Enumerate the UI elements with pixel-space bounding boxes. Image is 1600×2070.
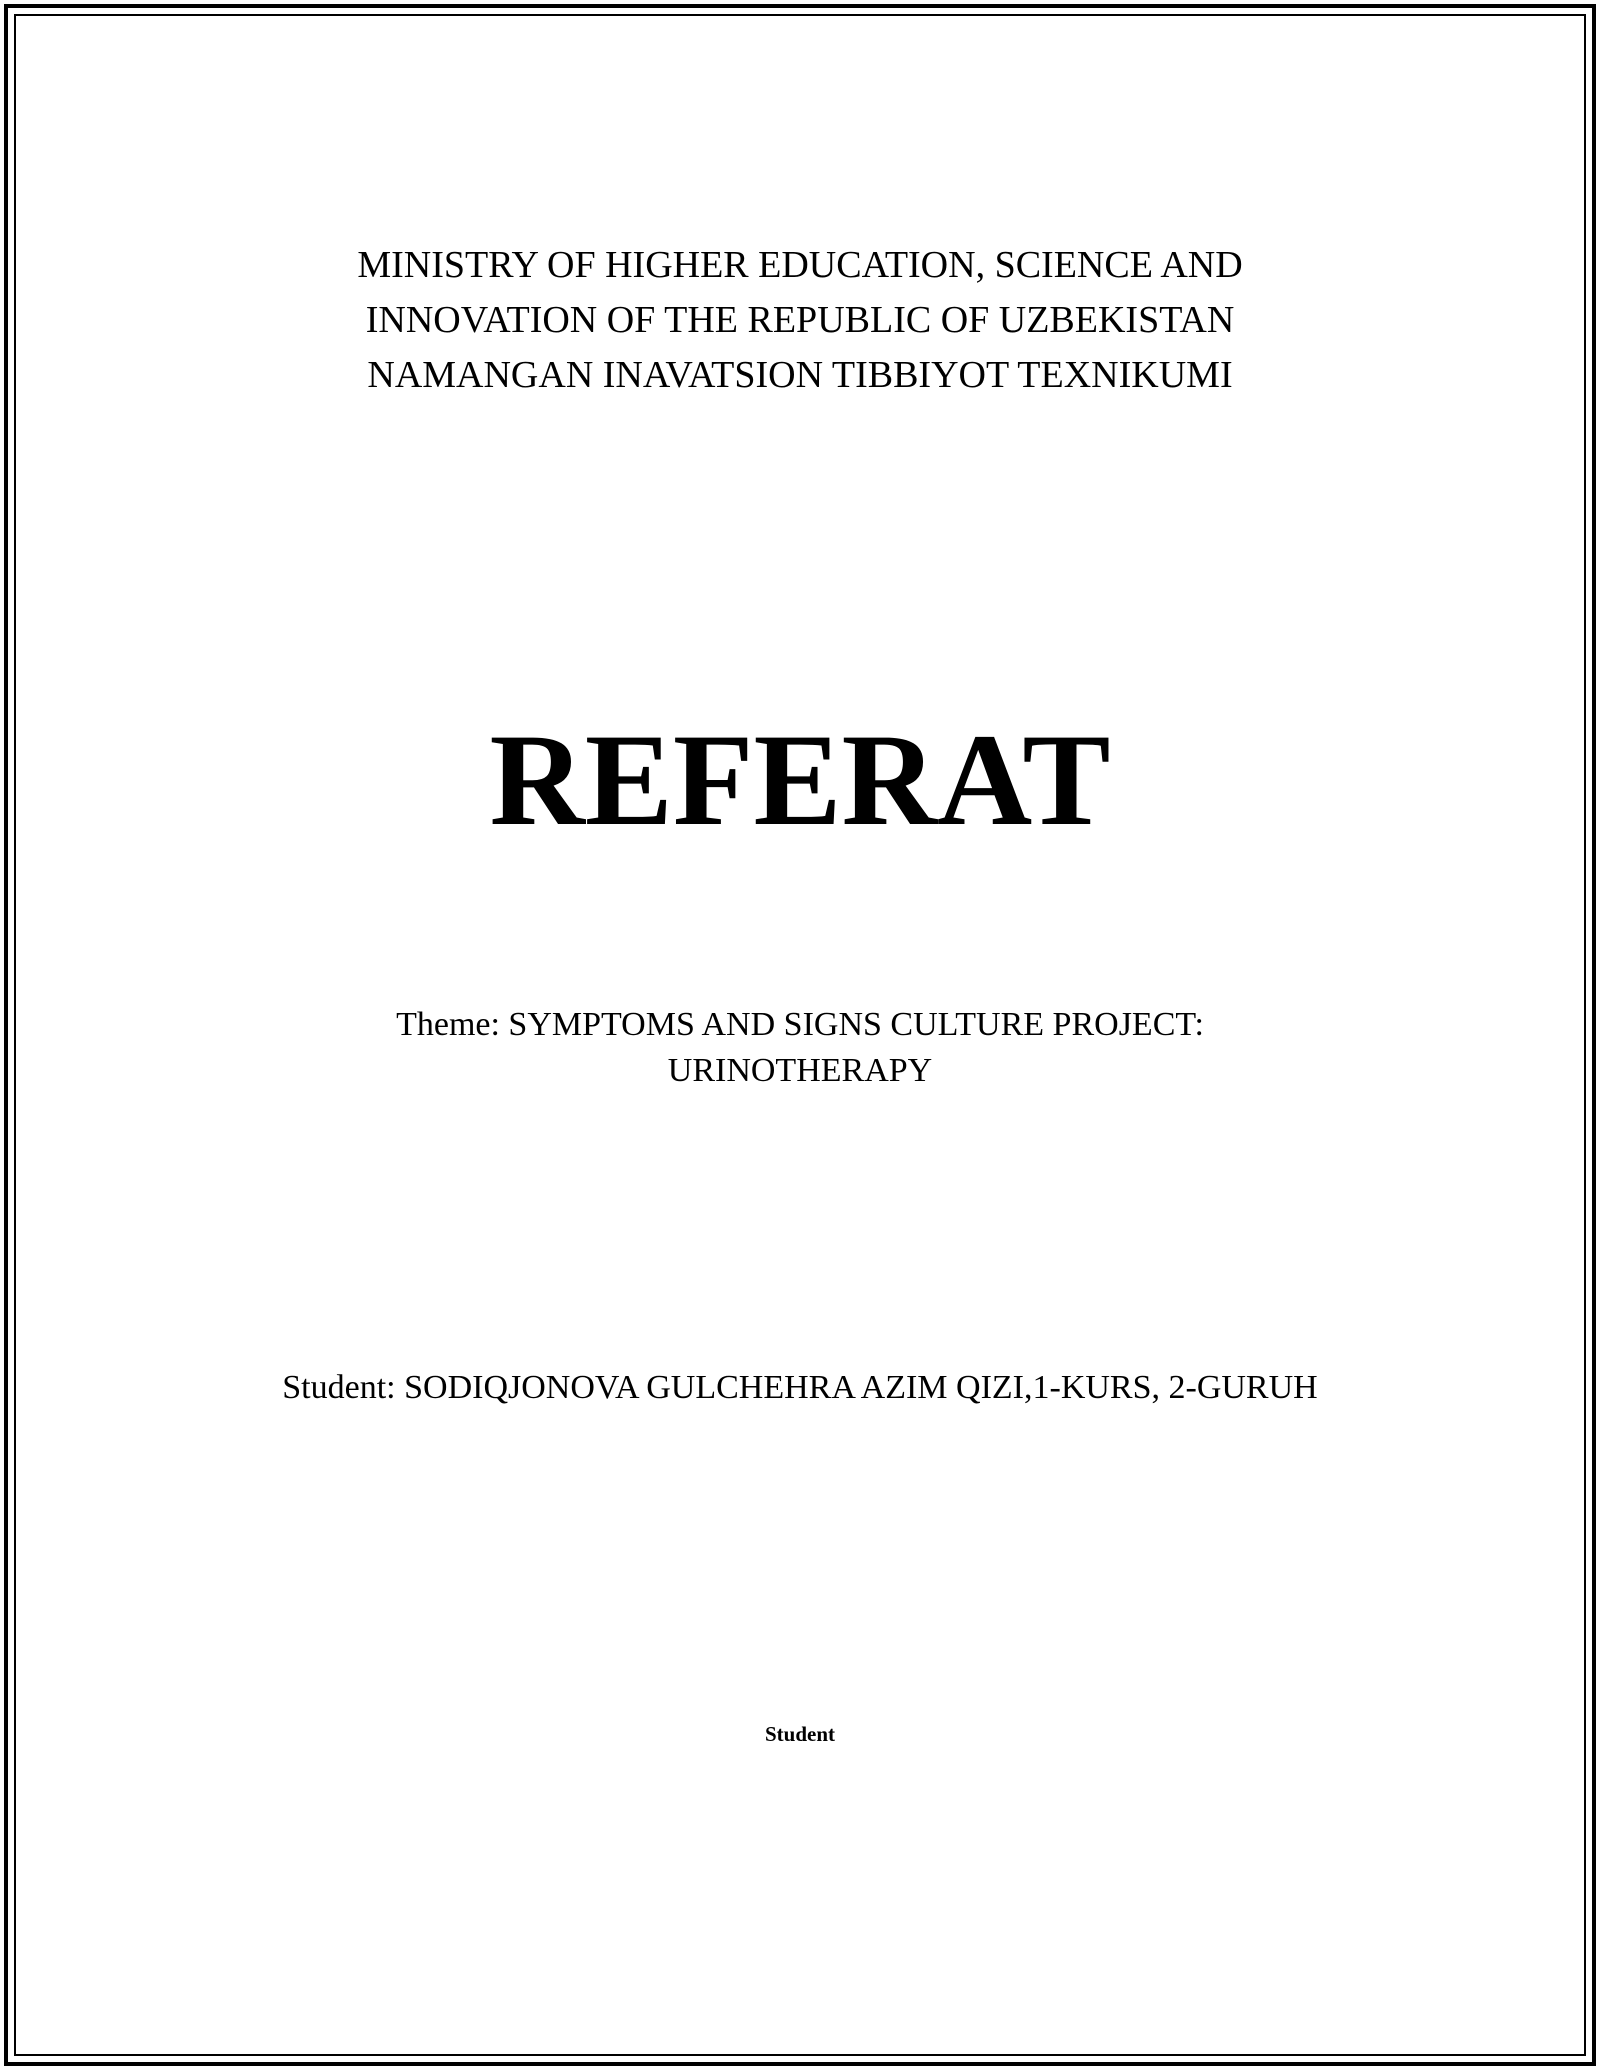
theme-block [0,1002,1600,1094]
document-title: REFERAT [489,706,1111,853]
header-line: MINISTRY OF HIGHER EDUCATION, SCIENCE AND [357,244,1243,286]
student-label: Student [764,1722,836,1746]
student-info: Student: SODIQJONOVA GULCHEHRA AZIM QIZI,1-KURS, 2-GURUH [282,1369,1318,1406]
theme-line: URINOTHERAPY [667,1052,933,1089]
theme-line: Theme: SYMPTOMS AND SIGNS CULTURE PROJECT: [396,1006,1204,1043]
institution-header [0,238,1600,403]
header-line: NAMANGAN INAVATSION TIBBIYOT TEXNIKUMI [367,354,1233,396]
header-line: INNOVATION OF THE REPUBLIC OF UZBEKISTAN [365,299,1235,341]
